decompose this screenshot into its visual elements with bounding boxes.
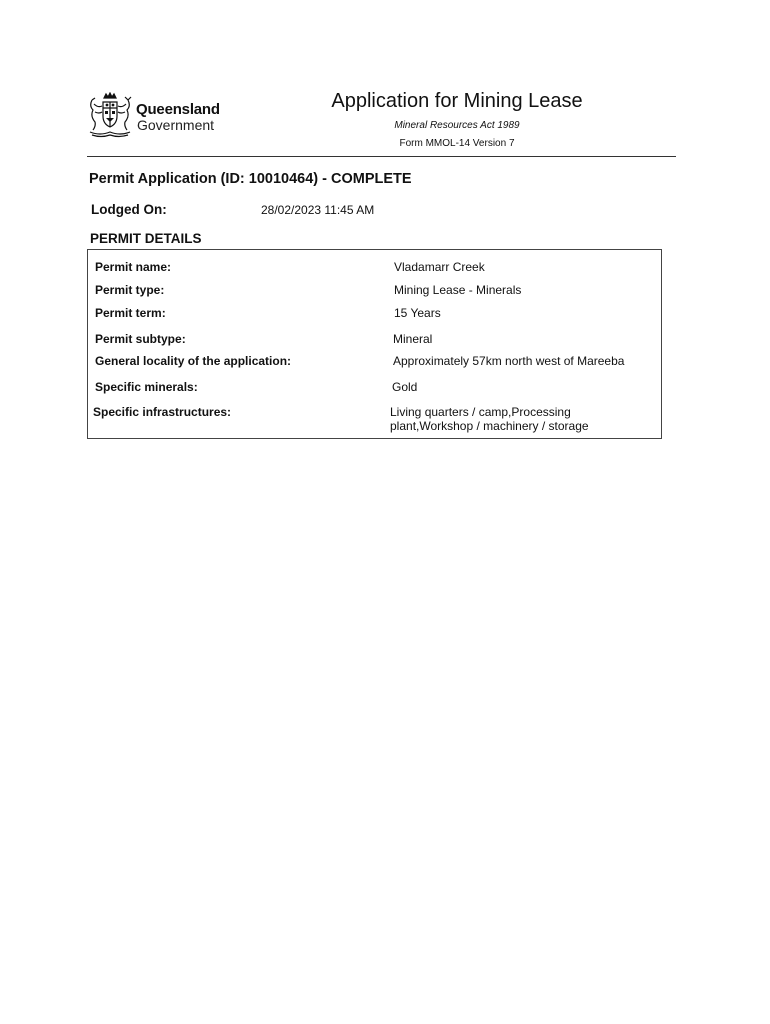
general-locality-value: Approximately 57km north west of Mareeba <box>393 354 625 368</box>
permit-term-label: Permit term: <box>95 306 166 320</box>
lodged-on-value: 28/02/2023 11:45 AM <box>261 203 375 217</box>
specific-minerals-label: Specific minerals: <box>95 380 198 394</box>
header-divider <box>87 156 676 157</box>
permit-details-heading: PERMIT DETAILS <box>90 231 202 246</box>
form-version: Form MMOL-14 Version 7 <box>399 138 515 149</box>
permit-application-heading: Permit Application (ID: 10010464) - COMPLETE <box>89 171 412 187</box>
permit-name-value: Vladamarr Creek <box>394 260 485 274</box>
logo-text-government: Government <box>137 117 215 133</box>
permit-type-value: Mining Lease - Minerals <box>394 283 522 297</box>
queensland-coat-of-arms-icon <box>86 92 134 138</box>
logo-text-queensland: Queensland <box>136 101 220 118</box>
specific-infrastructures-value: Living quarters / camp,Processing plant,Workshop / machinery / storage <box>390 405 589 433</box>
permit-subtype-value: Mineral <box>393 332 433 346</box>
legislation-reference: Mineral Resources Act 1989 <box>394 120 520 131</box>
document-title: Application for Mining Lease <box>331 90 583 112</box>
permit-term-value: 15 Years <box>394 306 441 320</box>
lodged-on-label: Lodged On: <box>91 202 167 217</box>
permit-type-label: Permit type: <box>95 283 165 297</box>
permit-subtype-label: Permit subtype: <box>95 332 186 346</box>
specific-infrastructures-label: Specific infrastructures: <box>93 405 232 419</box>
general-locality-label: General locality of the application: <box>95 354 292 368</box>
queensland-government-logo <box>86 92 226 138</box>
permit-name-label: Permit name: <box>95 260 172 274</box>
specific-minerals-value: Gold <box>392 380 418 394</box>
